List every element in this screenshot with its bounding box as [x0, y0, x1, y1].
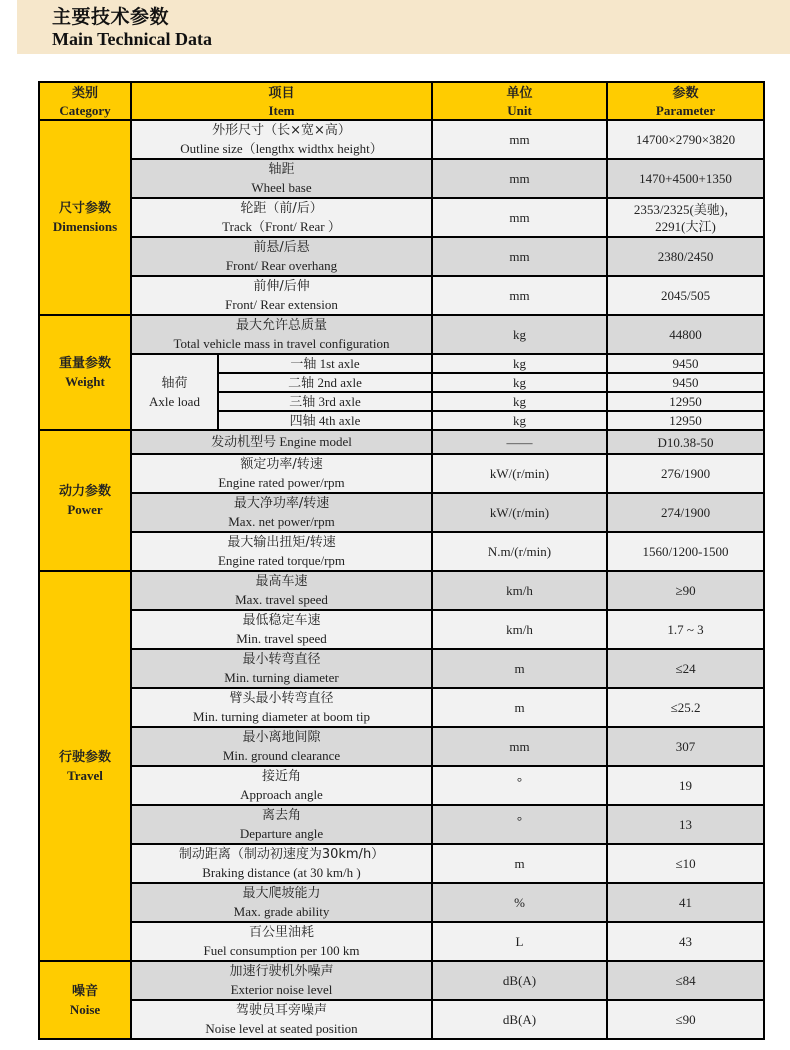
item-cell: 最低稳定车速 Min. travel speed [131, 610, 432, 649]
unit-cell: mm [432, 276, 607, 315]
table-row [39, 159, 764, 198]
table-row [39, 430, 764, 454]
table-row [39, 493, 764, 532]
table-header-row [39, 82, 764, 120]
value-cell: 1560/1200-1500 [607, 532, 764, 571]
unit-cell: m [432, 844, 607, 883]
unit-cell: kW/(r/min) [432, 493, 607, 532]
column-header-parameter: 参数 Parameter [607, 82, 764, 120]
table-row [39, 237, 764, 276]
unit-cell: mm [432, 198, 607, 237]
value-cell: ≤24 [607, 649, 764, 688]
table-row [39, 766, 764, 805]
item-cell: 最小离地间隙 Min. ground clearance [131, 727, 432, 766]
value-cell: 307 [607, 727, 764, 766]
unit-cell: ° [432, 766, 607, 805]
value-cell: 1470+4500+1350 [607, 159, 764, 198]
category-dimensions: 尺寸参数 Dimensions [39, 120, 131, 315]
unit-cell: m [432, 688, 607, 727]
category-weight: 重量参数 Weight [39, 315, 131, 430]
axle-item-cell: 三轴 3rd axle [218, 392, 432, 411]
value-cell: 12950 [607, 411, 764, 430]
value-cell: 12950 [607, 392, 764, 411]
item-cell: 轴距 Wheel base [131, 159, 432, 198]
table-row [39, 354, 764, 373]
item-cell: 驾驶员耳旁噪声 Noise level at seated position [131, 1000, 432, 1039]
table-row [39, 844, 764, 883]
value-cell: 2353/2325(美驰)， 2291(大江) [607, 198, 764, 237]
item-cell: 前悬/后悬 Front/ Rear overhang [131, 237, 432, 276]
axle-item-cell: 一轴 1st axle [218, 354, 432, 373]
page-title-en: Main Technical Data [52, 29, 213, 49]
table-row [39, 961, 764, 1000]
item-cell: 最大允许总质量 Total vehicle mass in travel configuration [131, 315, 432, 354]
title-band [17, 0, 790, 54]
value-cell: 9450 [607, 373, 764, 392]
page-title-zh: 主要技术参数 [52, 6, 170, 28]
table-row [39, 922, 764, 961]
axle-item-cell: 四轴 4th axle [218, 411, 432, 430]
value-cell: 14700×2790×3820 [607, 120, 764, 159]
technical-data-table [38, 81, 765, 1040]
table-row [39, 649, 764, 688]
unit-cell: —— [432, 430, 607, 454]
item-cell: 百公里油耗 Fuel consumption per 100 km [131, 922, 432, 961]
value-cell: 274/1900 [607, 493, 764, 532]
value-cell: 276/1900 [607, 454, 764, 493]
table-row [39, 198, 764, 237]
unit-cell: ° [432, 805, 607, 844]
unit-cell: m [432, 649, 607, 688]
value-cell: 9450 [607, 354, 764, 373]
column-header-category: 类别 Category [39, 82, 131, 120]
value-cell: D10.38-50 [607, 430, 764, 454]
column-header-item: 项目 Item [131, 82, 432, 120]
unit-cell: L [432, 922, 607, 961]
value-cell: 19 [607, 766, 764, 805]
unit-cell: % [432, 883, 607, 922]
item-cell: 最大净功率/转速 Max. net power/rpm [131, 493, 432, 532]
value-cell: ≤84 [607, 961, 764, 1000]
unit-cell: kW/(r/min) [432, 454, 607, 493]
item-cell: 臂头最小转弯直径 Min. turning diameter at boom tip [131, 688, 432, 727]
value-cell: 43 [607, 922, 764, 961]
item-cell: 制动距离（制动初速度为30km/h） Braking distance (at 30 km/h ) [131, 844, 432, 883]
unit-cell: km/h [432, 610, 607, 649]
unit-cell: N.m/(r/min) [432, 532, 607, 571]
value-cell: 2045/505 [607, 276, 764, 315]
unit-cell: mm [432, 237, 607, 276]
category-power: 动力参数 Power [39, 430, 131, 571]
value-cell: 41 [607, 883, 764, 922]
value-cell: ≤25.2 [607, 688, 764, 727]
value-cell: ≥90 [607, 571, 764, 610]
table-row [39, 727, 764, 766]
item-cell: 发动机型号 Engine model [131, 430, 432, 454]
item-cell: 最小转弯直径 Min. turning diameter [131, 649, 432, 688]
unit-cell: dB(A) [432, 961, 607, 1000]
table-row [39, 315, 764, 354]
unit-cell: kg [432, 373, 607, 392]
item-cell: 最大输出扭矩/转速 Engine rated torque/rpm [131, 532, 432, 571]
value-cell: 44800 [607, 315, 764, 354]
category-noise: 噪音 Noise [39, 961, 131, 1039]
unit-cell: km/h [432, 571, 607, 610]
item-cell: 加速行驶机外噪声 Exterior noise level [131, 961, 432, 1000]
table-row [39, 120, 764, 159]
table-row [39, 454, 764, 493]
item-cell: 离去角 Departure angle [131, 805, 432, 844]
unit-cell: mm [432, 159, 607, 198]
value-cell: ≤90 [607, 1000, 764, 1039]
column-header-unit: 单位 Unit [432, 82, 607, 120]
value-cell: 2380/2450 [607, 237, 764, 276]
value-cell: 13 [607, 805, 764, 844]
unit-cell: mm [432, 120, 607, 159]
unit-cell: kg [432, 411, 607, 430]
axle-load-label: 轴荷 Axle load [131, 354, 218, 430]
unit-cell: kg [432, 392, 607, 411]
table-row [39, 571, 764, 610]
item-cell: 最高车速 Max. travel speed [131, 571, 432, 610]
unit-cell: kg [432, 315, 607, 354]
category-travel: 行驶参数 Travel [39, 571, 131, 961]
axle-item-cell: 二轴 2nd axle [218, 373, 432, 392]
item-cell: 外形尺寸（长×宽×高） Outline size（lengthx widthx height） [131, 120, 432, 159]
unit-cell: kg [432, 354, 607, 373]
table-row [39, 532, 764, 571]
unit-cell: mm [432, 727, 607, 766]
table-row [39, 1000, 764, 1039]
item-cell: 最大爬坡能力 Max. grade ability [131, 883, 432, 922]
table-row [39, 883, 764, 922]
table-row [39, 688, 764, 727]
table-row [39, 610, 764, 649]
item-cell: 接近角 Approach angle [131, 766, 432, 805]
item-cell: 轮距（前/后） Track（Front/ Rear ） [131, 198, 432, 237]
value-cell: ≤10 [607, 844, 764, 883]
value-cell: 1.7 ~ 3 [607, 610, 764, 649]
unit-cell: dB(A) [432, 1000, 607, 1039]
item-cell: 前伸/后伸 Front/ Rear extension [131, 276, 432, 315]
table-row [39, 805, 764, 844]
item-cell: 额定功率/转速 Engine rated power/rpm [131, 454, 432, 493]
table-row [39, 276, 764, 315]
